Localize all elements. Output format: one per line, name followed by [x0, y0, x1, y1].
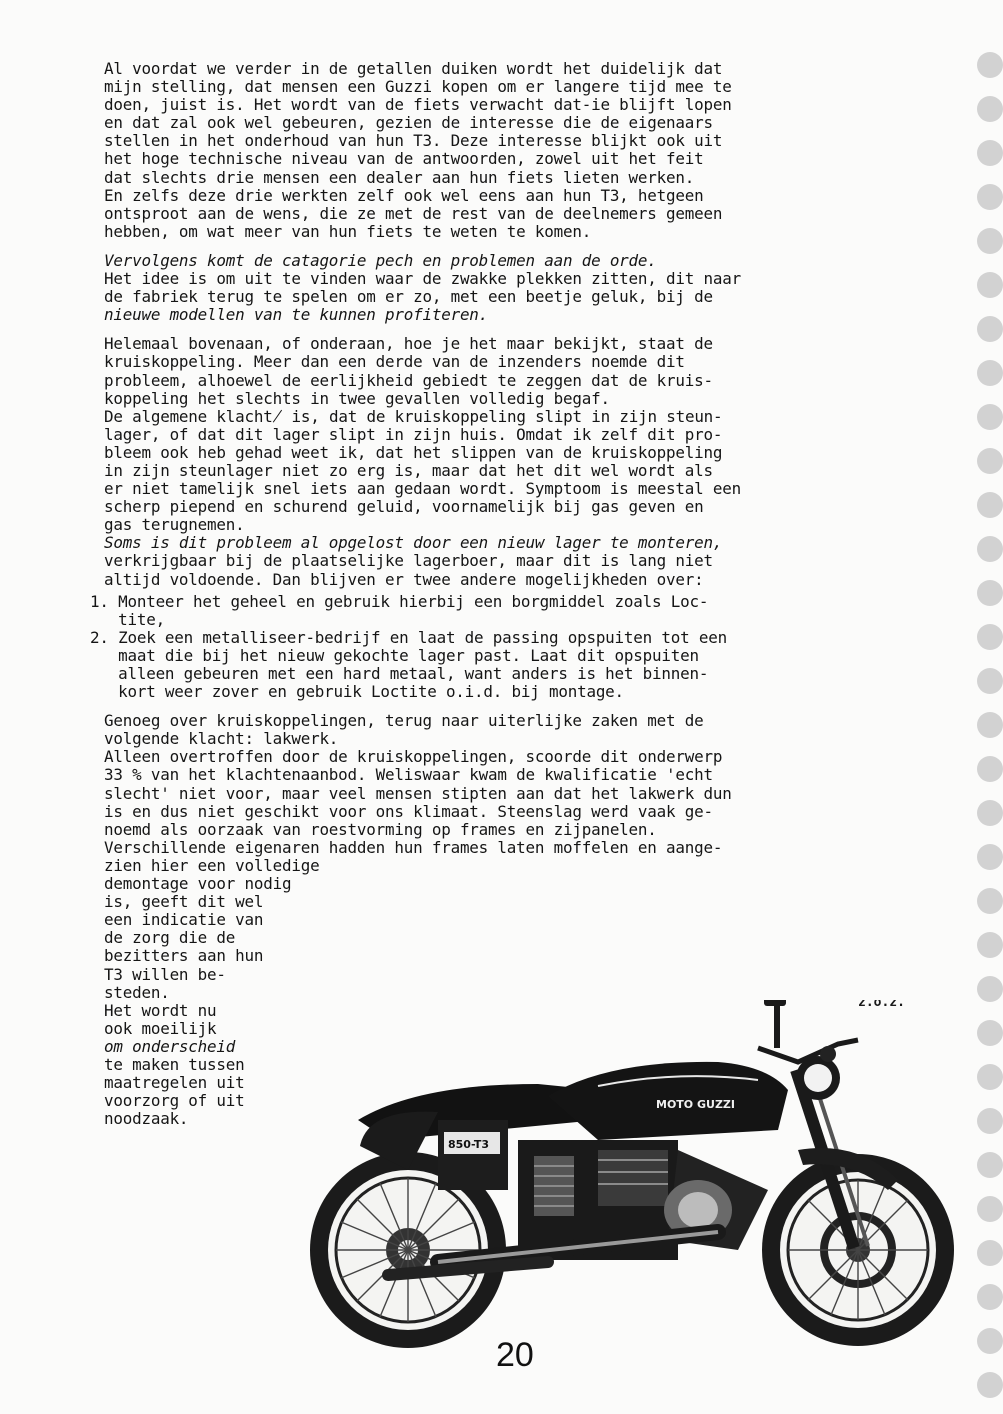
text-line: zien hier een volledige [104, 855, 320, 875]
text-line-italic: om onderscheid [104, 1036, 236, 1056]
text-line: bezitters aan hun [104, 946, 264, 966]
text-line: Alleen overtroffen door de kruiskoppelingen, scoorde dit onderwerp [104, 747, 723, 767]
signature: z.o.z. [858, 1000, 905, 1010]
text-line: een indicatie van [104, 910, 264, 930]
text-line: Verschillende eigenaren hadden hun frames laten moffelen en aange- [104, 837, 723, 857]
text-line: er niet tamelijk snel iets aan gedaan wordt. Symptoom is meestal een [104, 479, 741, 499]
list-item-1-line: tite, [90, 609, 165, 629]
paragraph-lakwerk [104, 712, 944, 875]
text-line: De algemene klacht̸ is, dat de kruiskoppeling slipt in zijn steun- [104, 406, 723, 426]
punch-hole [977, 580, 1003, 606]
paragraph-intro [104, 60, 944, 241]
text-line-italic: Vervolgens komt de catagorie pech en problemen aan de orde. [104, 250, 657, 270]
text-line: voorzorg of uit [104, 1091, 245, 1111]
punch-hole [977, 52, 1003, 78]
punch-hole [977, 316, 1003, 342]
text-line: dat slechts drie mensen een dealer aan hun fiets lieten werken. [104, 167, 695, 187]
punch-hole [977, 1064, 1003, 1090]
text-line: Al voordat we verder in de getallen duiken wordt het duidelijk dat [104, 59, 723, 78]
text-line: altijd voldoende. Dan blijven er twee andere mogelijkheden over: [104, 569, 704, 589]
list-item-2-line: alleen gebeuren met een hard metaal, want anders is het binnen- [90, 664, 709, 683]
text-line: het hoge technische niveau van de antwoorden, zowel uit het feit [104, 149, 704, 169]
punch-hole [977, 712, 1003, 738]
side-cover-label: 850-T3 [448, 1138, 490, 1151]
text-line: noemd als oorzaak van roestvorming op frames en zijpanelen. [104, 819, 657, 839]
punch-hole [977, 360, 1003, 386]
text-line: bleem ook heb gehad weet ik, dat het slippen van de kruiskoppeling [104, 442, 723, 462]
text-line: doen, juist is. Het wordt van de fiets verwacht dat-ie blijft lopen [104, 95, 732, 115]
punch-hole [977, 1372, 1003, 1398]
punch-hole [977, 404, 1003, 430]
punch-hole [977, 624, 1003, 650]
motorcycle-illustration [298, 1000, 958, 1380]
punch-hole [977, 1328, 1003, 1354]
punch-hole [977, 96, 1003, 122]
punch-hole [977, 1152, 1003, 1178]
punch-hole [977, 1196, 1003, 1222]
text-line: T3 willen be- [104, 964, 226, 984]
text-line: gas terugnemen. [104, 515, 245, 535]
punch-hole [977, 228, 1003, 254]
list-item-2-line: 2. Zoek een metalliseer-bedrijf en laat de passing opspuiten tot een [90, 627, 727, 647]
text-line: lager, of dat dit lager slipt in zijn huis. Omdat ik zelf dit pro- [104, 424, 723, 444]
text-line: te maken tussen [104, 1054, 245, 1074]
punch-hole [977, 536, 1003, 562]
text-line: 33 % van het klachtenaanbod. Weliswaar kwam de kwalificatie 'echt [104, 765, 713, 785]
text-line: demontage voor nodig [104, 874, 292, 894]
text-line: in zijn steunlager niet zo erg is, maar dat het dit wel wordt als [104, 460, 713, 480]
text-line: stellen in het onderhoud van hun T3. Deze interesse blijkt ook uit [104, 131, 723, 151]
punch-hole [977, 272, 1003, 298]
text-line: scherp piepend en schurend geluid, voornamelijk bij gas geven en [104, 497, 704, 517]
article-body [90, 59, 944, 1139]
punch-hole [977, 800, 1003, 826]
list-item-2-line: maat die bij het nieuw gekochte lager past. Laat dit opspuiten [90, 645, 699, 665]
text-line: hebben, om wat meer van hun fiets te weten te komen. [104, 221, 592, 241]
punch-hole [977, 1284, 1003, 1310]
text-line: Genoeg over kruiskoppelingen, terug naar uiterlijke zaken met de [104, 711, 704, 731]
text-line: is en dus niet geschikt voor ons klimaat. Steenslag werd vaak ge- [104, 801, 713, 821]
punch-hole [977, 448, 1003, 474]
tank-label: MOTO GUZZI [656, 1098, 735, 1111]
text-line: koppeling het slechts in twee gevallen volledig begaf. [104, 388, 610, 408]
text-line: probleem, alhoewel de eerlijkheid gebiedt te zeggen dat de kruis- [104, 370, 713, 390]
text-line: verkrijgbaar bij de plaatselijke lagerboer, maar dit is lang niet [104, 551, 713, 571]
binding-holes [963, 0, 1003, 1414]
text-line: Het idee is om uit te vinden waar de zwakke plekken zitten, dit naar [104, 269, 741, 289]
punch-hole [977, 1020, 1003, 1046]
text-line: en dat zal ook wel gebeuren, gezien de interesse die de eigenaars [104, 113, 713, 133]
list-item-1-line: 1. Monteer het geheel en gebruik hierbij een borgmiddel zoals Loc- [90, 591, 709, 611]
punch-hole [977, 888, 1003, 914]
text-line: maatregelen uit [104, 1073, 245, 1093]
punch-hole [977, 932, 1003, 958]
text-line: En zelfs deze drie werkten zelf ook wel eens aan hun T3, hetgeen [104, 185, 704, 205]
text-line: is, geeft dit wel [104, 892, 264, 912]
punch-hole [977, 668, 1003, 694]
punch-hole [977, 492, 1003, 518]
text-line-italic: nieuwe modellen van te kunnen profiteren. [104, 305, 489, 325]
list-item-2-line: kort weer zover en gebruik Loctite o.i.d. bij montage. [90, 682, 624, 702]
text-line: Het wordt nu [104, 1000, 217, 1020]
text-line: volgende klacht: lakwerk. [104, 729, 339, 749]
punch-hole [977, 976, 1003, 1002]
punch-hole [977, 140, 1003, 166]
text-line: de fabriek terug te spelen om er zo, met een beetje geluk, bij de [104, 287, 713, 307]
text-line: de zorg die de [104, 928, 236, 948]
text-line: Helemaal bovenaan, of onderaan, hoe je het maar bekijkt, staat de [104, 334, 713, 354]
punch-hole [977, 844, 1003, 870]
numbered-list [90, 591, 944, 702]
text-line: ontsproot aan de wens, die ze met de rest van de deelnemers gemeen [104, 203, 723, 223]
punch-hole [977, 1108, 1003, 1134]
paragraph-kruiskoppeling [104, 335, 944, 588]
text-line: slecht' niet voor, maar veel mensen stipten aan dat het lakwerk dun [104, 783, 732, 803]
front-wheel [762, 1154, 954, 1346]
text-line: ook moeilijk [104, 1018, 217, 1038]
punch-hole [977, 756, 1003, 782]
punch-hole [977, 1240, 1003, 1266]
paragraph-pech [104, 252, 944, 324]
text-line: kruiskoppeling. Meer dan een derde van de inzenders noemde dit [104, 352, 685, 372]
punch-hole [977, 184, 1003, 210]
text-line: mijn stelling, dat mensen een Guzzi kopen om er langere tijd mee te [104, 77, 732, 97]
text-line-italic: Soms is dit probleem al opgelost door een nieuw lager te monteren, [104, 533, 723, 553]
text-line: noodzaak. [104, 1109, 189, 1129]
text-line: steden. [104, 982, 170, 1002]
page-number: 20 [496, 1336, 534, 1374]
